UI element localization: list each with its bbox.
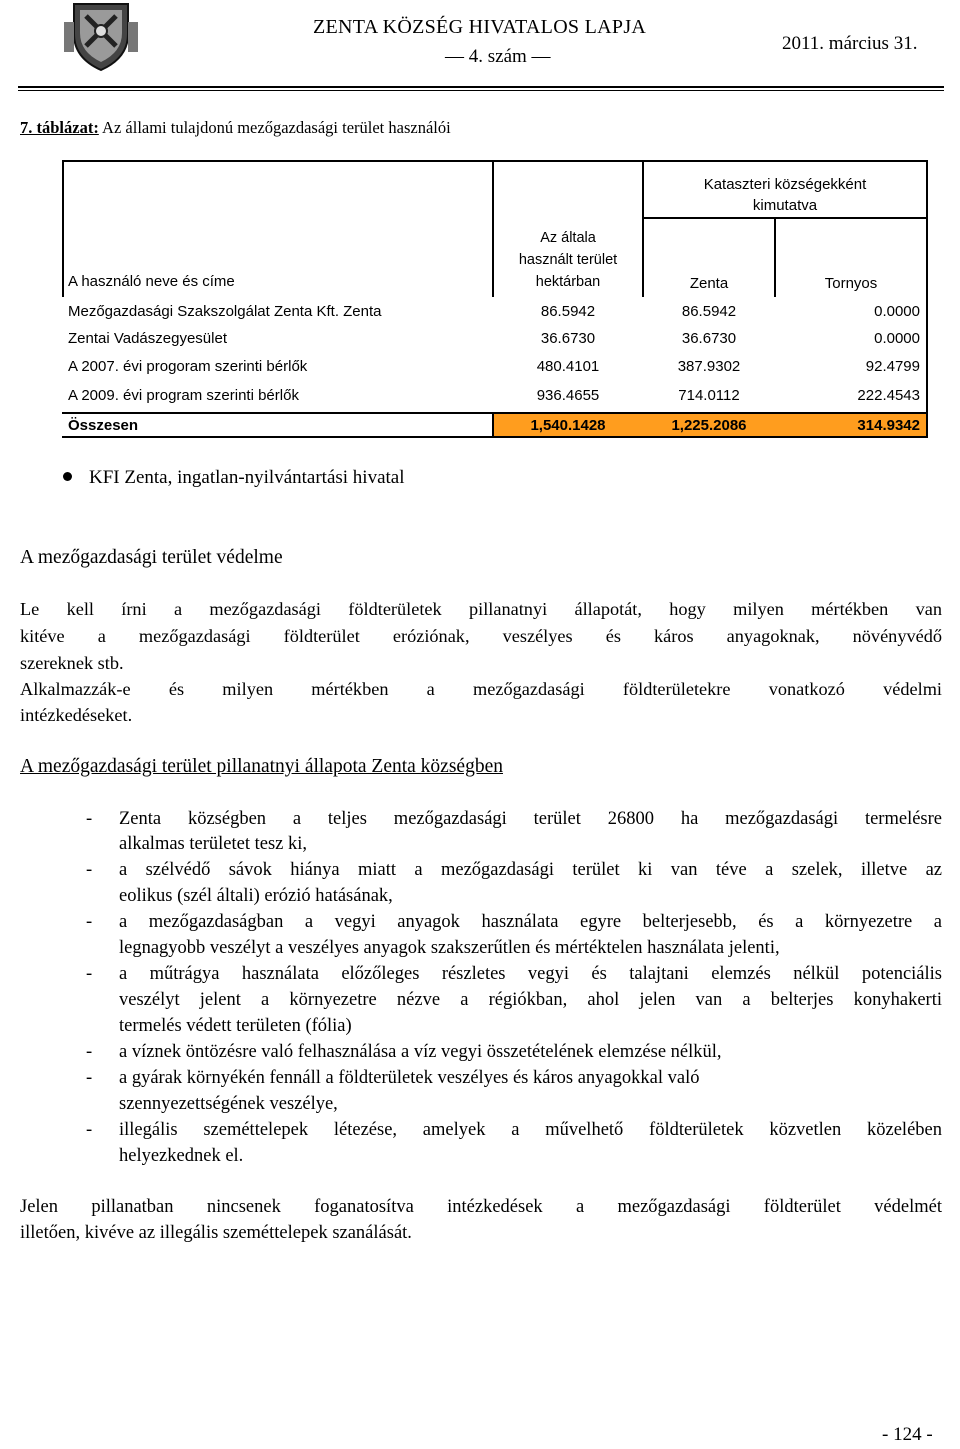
list-dash: -	[86, 1042, 93, 1062]
table-border-top	[62, 160, 928, 162]
table-border-left-header	[62, 160, 64, 297]
paragraph-line: intézkedéseket.	[20, 705, 133, 725]
row-name: A 2007. évi progoram szerinti bérlők	[68, 358, 308, 375]
list-item-line: termelés védett területen (fólia)	[119, 1016, 352, 1036]
row-zenta: 714.0112	[678, 387, 740, 404]
closing-line: Jelen pillanatban nincsenek foganatosítva intézkedések a mezőgazdasági földterület védelmét	[20, 1197, 942, 1217]
table-border-right	[926, 160, 928, 438]
land-users-table	[62, 160, 928, 438]
source-note: KFI Zenta, ingatlan-nyilvántartási hivatal	[89, 467, 405, 488]
col-header-zenta: Zenta	[689, 275, 729, 292]
list-item-line: a műtrágya használata előzőleges részletes vegyi és talajtani elemzés nélkül potenciális	[119, 964, 942, 984]
paragraph-line: Le kell írni a mezőgazdasági földterületek pillanatnyi állapotát, hogy milyen mértékben van	[20, 599, 942, 619]
coat-of-arms-logo	[64, 0, 138, 72]
list-item-line: a szélvédő sávok hiánya miatt a mezőgazdasági terület ki van téve a szelek, illetve az	[119, 860, 942, 880]
list-dash: -	[86, 964, 93, 984]
state-heading: A mezőgazdasági terület pillanatnyi állapota Zenta községben	[20, 756, 503, 777]
row-tornyos: 222.4543	[857, 387, 920, 404]
page-number: - 124 -	[882, 1424, 933, 1445]
col-group-header-line1: Kataszteri községekként	[703, 176, 867, 193]
total-row-area: 1,540.1428	[530, 417, 606, 434]
list-dash: -	[86, 860, 93, 880]
row-zenta: 36.6730	[681, 330, 737, 347]
row-area: 86.5942	[540, 303, 596, 320]
paragraph-line: Alkalmazzák-e és milyen mértékben a mezőgazdasági földterületekre vonatkozó védelmi	[20, 679, 942, 699]
table-caption-text: Az állami tulajdonú mezőgazdasági terület használói	[98, 118, 451, 137]
closing-line: illetően, kivéve az illegális szeméttelepek szanálását.	[20, 1223, 412, 1243]
issue-number: ― 4. szám ―	[445, 46, 551, 67]
list-item-line: helyezkednek el.	[119, 1146, 244, 1166]
list-item-line: a víznek öntözésre való felhasználása a víz vegyi összetételének elemzése nélkül,	[119, 1042, 722, 1062]
list-dash: -	[86, 1068, 93, 1088]
col-header-area-line2: használt terület	[518, 252, 618, 268]
col-header-tornyos: Tornyos	[824, 275, 878, 292]
row-tornyos: 0.0000	[874, 303, 920, 320]
row-tornyos: 92.4799	[865, 358, 920, 375]
table-caption-label: 7. táblázat:	[20, 118, 99, 137]
list-dash: -	[86, 912, 93, 932]
total-row-name: Összesen	[68, 417, 139, 434]
row-area: 936.4655	[536, 387, 600, 404]
row-name: Mezőgazdasági Szakszolgálat Zenta Kft. Zenta	[68, 303, 382, 320]
list-item-line: Zenta községben a teljes mezőgazdasági terület 26800 ha mezőgazdasági termelésre	[119, 809, 942, 829]
row-area: 36.6730	[540, 330, 596, 347]
col-group-header-line2: kimutatva	[752, 197, 818, 214]
row-zenta: 387.9302	[677, 358, 741, 375]
row-area: 480.4101	[536, 358, 600, 375]
col-header-area-line3: hektárban	[535, 274, 601, 290]
list-item-line: a mezőgazdaságban a vegyi anyagok használata egyre belterjesebb, és a környezetre a	[119, 912, 942, 932]
table-border-bottom	[62, 436, 928, 438]
bullet-icon	[63, 472, 72, 481]
row-name: A 2009. évi program szerinti bérlők	[68, 387, 299, 404]
section-heading: A mezőgazdasági terület védelme	[20, 547, 283, 568]
row-zenta: 86.5942	[681, 303, 737, 320]
list-item-line: eolikus (szél általi) erózió hatásának,	[119, 886, 393, 906]
table-caption	[20, 118, 451, 138]
issue-date: 2011. március 31.	[782, 33, 918, 54]
col-header-area-line1: Az általa	[540, 230, 596, 246]
list-item-line: a gyárak környékén fennáll a földterületek veszélyes és káros anyagokkal való	[119, 1068, 700, 1088]
list-item-line: veszélyt jelent a környezetre nézve a régiókban, ahol jelen van a belterjes konyhakerti	[119, 990, 942, 1010]
list-item-line: alkalmas területet tesz ki,	[119, 834, 308, 854]
header-rule	[18, 86, 944, 91]
row-name: Zentai Vadászegyesület	[68, 330, 227, 347]
paragraph-line: szereknek stb.	[20, 653, 124, 673]
total-row-zenta: 1,225.2086	[671, 417, 747, 434]
row-tornyos: 0.0000	[874, 330, 920, 347]
paragraph-line: kitéve a mezőgazdasági földterület eróziónak, veszélyes és káros anyagoknak, növényvédő	[20, 626, 942, 646]
table-total-top	[62, 412, 928, 414]
list-item-line: szennyezettségének veszélye,	[119, 1094, 338, 1114]
list-item-line: legnagyobb veszélyt a veszélyes anyagok szakszerűtlen és mértéktelen használata jelenti,	[119, 938, 780, 958]
table-group-divider	[642, 217, 928, 219]
col-header-name: A használó neve és címe	[68, 273, 235, 290]
list-dash: -	[86, 1120, 93, 1140]
total-row-tornyos: 314.9342	[857, 417, 920, 434]
gazette-title: ZENTA KÖZSÉG HIVATALOS LAPJA	[313, 16, 647, 38]
list-item-line: illegális szeméttelepek létezése, amelyek a művelhető földterületek közvetlen közelében	[119, 1120, 942, 1140]
list-dash: -	[86, 809, 93, 829]
